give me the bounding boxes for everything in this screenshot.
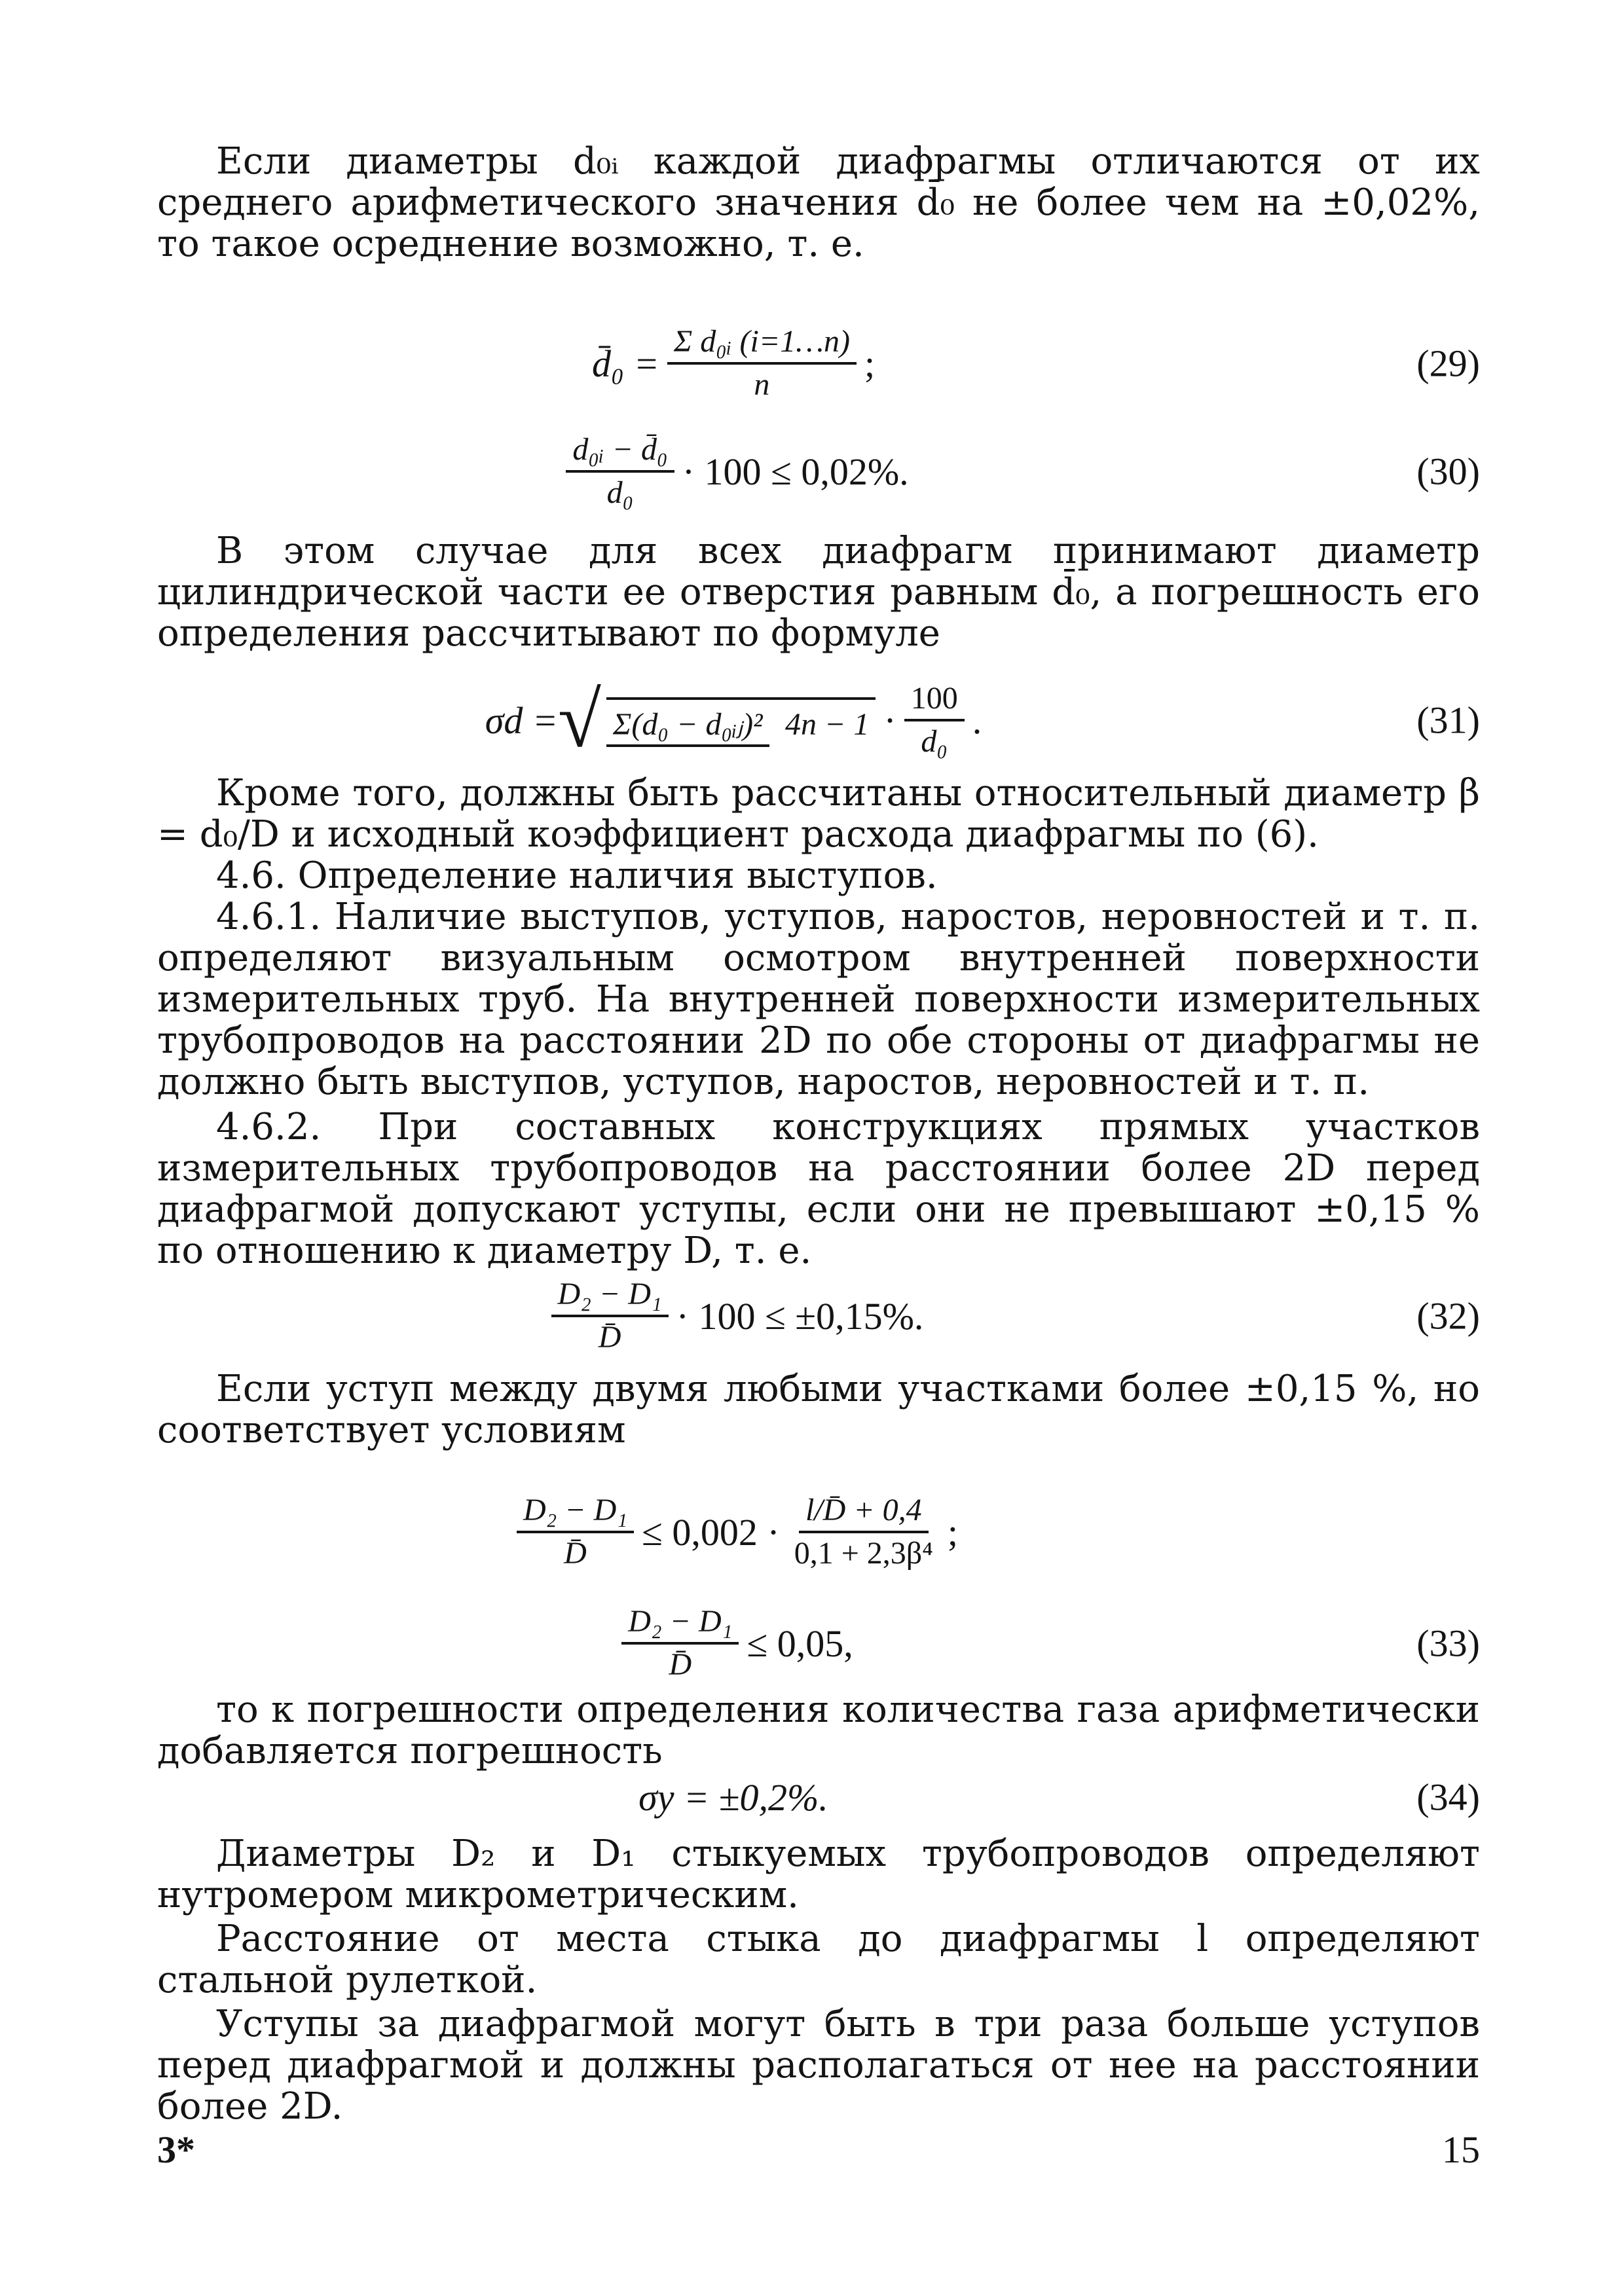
formula-32-numerator: D₂ − D₁ (551, 1277, 669, 1317)
formula-31-fraction (606, 697, 876, 744)
paragraph-added-error: то к погрешности определения количества газа арифметически добавляется погрешность (157, 1688, 1480, 1772)
formula-29-lhs: d̄₀ = (591, 342, 659, 385)
formula-34-expression: σy = ±0,2%. (638, 1776, 828, 1819)
equation-number-30: (30) (1416, 450, 1480, 493)
formula-33b-denominator: D̄ (669, 1647, 692, 1682)
formula-33a-denominator-2: 0,1 + 2,3β⁴ (794, 1536, 933, 1571)
formula-33a-numerator: D₂ − D₁ (517, 1493, 634, 1533)
formula-33a-denominator: D̄ (564, 1536, 587, 1571)
paragraph-averaging-condition: Если диаметры d₀ᵢ каждой диафрагмы отличаются от их среднего арифметического значения d̄₀ не более чем на ±0,02%, то такое осреднение возможно, т. е. (157, 140, 1480, 265)
formula-30-denominator: d₀ (606, 475, 634, 510)
equation-number-33: (33) (1416, 1622, 1480, 1665)
formula-33a-fraction (517, 1493, 634, 1571)
formula-30-numerator: d₀ᵢ − d̄₀ (566, 432, 674, 473)
paragraph-downstream-steps: Уступы за диафрагмой могут быть в три раза больше уступов перед диафрагмой и должны располагаться от нее на расстоянии более 2D. (157, 2003, 1480, 2128)
formula-29-fraction (667, 324, 857, 403)
formula-33-line-2 (157, 1597, 1480, 1689)
equation-number-32: (32) (1416, 1294, 1480, 1338)
formula-29-numerator: Σ d₀ᵢ (i=1…n) (667, 324, 857, 365)
formula-32-denominator: D̄ (598, 1320, 621, 1355)
formula-33b-tail: ≤ 0,05, (747, 1622, 853, 1665)
formula-33a-tail: ; (947, 1510, 959, 1554)
formula-31-numerator-2: 100 (904, 681, 965, 721)
formula-31: σd = √ Σ(d₀ − d₀ᵢⱼ)² 4n − 1 · $\frac{100}{\text{d₀}}$ . (31) (485, 676, 1480, 763)
formula-33b-fraction (621, 1604, 739, 1683)
formula-31-fraction-2 (904, 681, 965, 759)
equation-number-31: (31) (1416, 699, 1480, 742)
page-number: 15 (1442, 2128, 1480, 2171)
formula-31-denominator-2: d₀ (921, 724, 948, 759)
formula-33a-middle: ≤ 0,002 · (642, 1510, 780, 1554)
formula-33b-numerator: D₂ − D₁ (621, 1604, 739, 1645)
paragraph-relative-diameter: Кроме того, должны быть рассчитаны относительный диаметр β = d₀/D и исходный коэффициент расхода диафрагмы по (6). (157, 772, 1480, 856)
formula-30 (157, 426, 1480, 517)
formula-31-denominator: 4n − 1 (785, 706, 870, 742)
formula-33-line-1 (157, 1467, 1480, 1597)
paragraph-diameter-error: В этом случае для всех диафрагм принимают диаметр цилиндрической части ее отверстия равным d̄₀, а погрешность его определения рассчитывают по формуле (157, 530, 1480, 655)
formula-30-tail: · 100 ≤ 0,02%. (682, 450, 909, 493)
formula-32 (157, 1270, 1480, 1362)
equation-number-29: (29) (1416, 342, 1480, 385)
paragraph-step-conditions: Если уступ между двумя любыми участками более ±0,15 %, но соответствует условиям (157, 1368, 1480, 1451)
formula-29 (157, 308, 1480, 419)
paragraph-micrometer: Диаметры D₂ и D₁ стыкуемых трубопроводов определяют нутромером микрометрическим. (157, 1832, 1480, 1916)
formula-31-lhs: σd = (485, 699, 559, 742)
paragraph-tape-measure: Расстояние от места стыка до диафрагмы l определяют стальной рулеткой. (157, 1918, 1480, 2001)
paragraph-4-6-2: 4.6.2. При составных конструкциях прямых участков измерительных трубопроводов на расстоянии более 2D перед диафрагмой допускают уступы, если они не превышают ±0,15 % по отношению к диаметру D, т. е. (157, 1106, 1480, 1272)
section-heading-4-6: 4.6. Определение наличия выступов. (216, 854, 938, 897)
formula-33a-fraction-2 (788, 1493, 940, 1571)
formula-32-tail: · 100 ≤ ±0,15%. (676, 1294, 924, 1338)
formula-34 (157, 1761, 1480, 1833)
formula-29-denominator: n (754, 367, 770, 402)
formula-32-fraction (551, 1277, 669, 1355)
formula-30-fraction (566, 432, 674, 511)
formula-33a-numerator-2: l/D̄ + 0,4 (799, 1493, 929, 1533)
sheet-mark: 3* (157, 2128, 195, 2171)
square-root-sign: √ (558, 676, 601, 763)
equation-number-34: (34) (1416, 1776, 1480, 1819)
paragraph-4-6-1: 4.6.1. Наличие выступов, уступов, наростов, неровностей и т. п. определяют визуальным осмотром внутренней поверхности измерительных труб. На внутренней поверхности измерительных трубопроводов на расстоянии 2D по обе стороны от диафрагмы не должно быть выступов, уступов, наростов, неровностей и т. п. (157, 896, 1480, 1103)
formula-31-numerator: Σ(d₀ − d₀ᵢⱼ)² (606, 707, 769, 747)
formula-29-tail: ; (864, 342, 876, 385)
formula-31-tail: . (972, 699, 982, 742)
